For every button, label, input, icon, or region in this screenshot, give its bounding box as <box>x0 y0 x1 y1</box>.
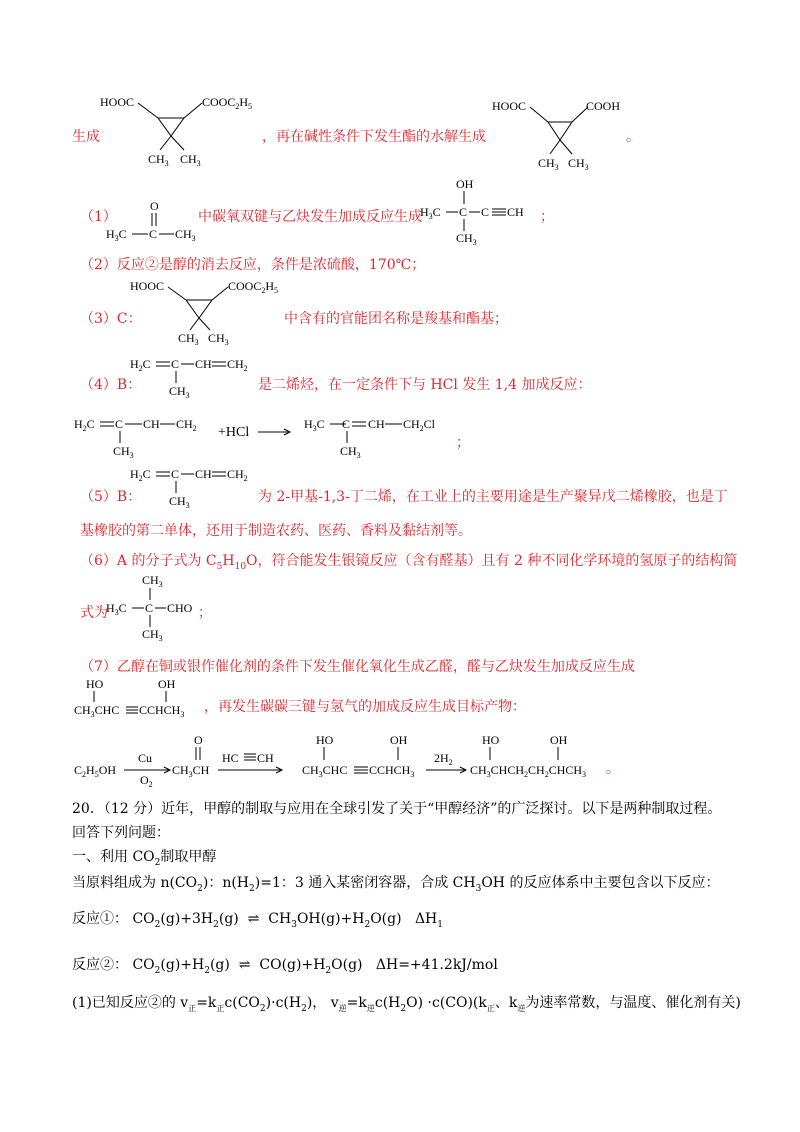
route-oh: OH <box>390 733 408 747</box>
diene-ch2: $CH_2$ <box>227 357 248 373</box>
route-end: 。 <box>606 761 620 777</box>
ans4-text: 是二烯烃，在一定条件下与 HCl 发生 1,4 加成反应： <box>258 377 592 393</box>
route-ethanol: $C_2H_5OH$ <box>74 763 117 779</box>
text-hydrolysis: ，再在碱性条件下发生酯的水解生成 <box>262 129 486 145</box>
structure-cyclopropane-diacid <box>490 94 640 174</box>
ans1-end: ； <box>540 209 554 225</box>
piv-bot: $CH_3$ <box>142 627 163 643</box>
acetone-center: C <box>149 227 158 241</box>
ans7-text: （7）乙醇在铜或银作催化剂的条件下发生催化氧化生成乙醛，醛与乙炔发生加成反应生成 <box>80 659 635 675</box>
eq4-p-c2: C <box>342 417 351 431</box>
ans5-text2: 基橡胶的第二单体，还用于制造农药、医药、香料及黏结剂等。 <box>80 523 472 539</box>
structure-acetone <box>104 198 204 244</box>
ans6-text: （6）A 的分子式为 $C_5H_{10}O$，符合能发生银镜反应（含有醛基）且有 2 种不同化学环境的氢原子的结构简 <box>80 553 738 572</box>
structure-hexynediol <box>72 676 212 724</box>
ans1-label: （1） <box>80 209 117 225</box>
route-acetylene: HC <box>222 751 239 765</box>
q20-section: 一、利用 $CO_2$制取甲醇 <box>72 849 217 868</box>
eq4-p-ch2cl: $CH_2Cl$ <box>403 417 436 433</box>
q20-line1: 20．（12 分）近年，甲醇的制取与应用在全球引发了关于“甲醇经济”的广泛探讨。以下是两种制取过程。 <box>72 801 722 817</box>
equilibrium-arrow-1: ⇌ <box>247 911 260 927</box>
b2-ch: CH <box>195 467 212 481</box>
c-right: $COOC_2H_5$ <box>228 279 279 295</box>
structure-methylbutynol <box>418 176 548 246</box>
alkynol-me: $CH_3$ <box>456 231 477 246</box>
piv-left: $H_3C$ <box>106 601 127 617</box>
ans3-label: （3）C： <box>80 311 142 327</box>
q20-reaction2: 反应②： $CO_2(g)+H_2(g)$ ⇌ $CO(g)+H_2O(g)$ ΔH=+41.2kJ/mol <box>72 957 498 976</box>
ans6-text2: 式为 <box>80 605 108 621</box>
ans2-text: （2）反应②是醇的消去反应，条件是浓硫酸，170℃； <box>80 257 426 273</box>
synthesis-route <box>72 730 672 788</box>
q20-condition: 当原料组成为 $n(CO_2)$：$n(H_2)=1$：3 通入某密闭容器，合成 $CH_3OH$ 的反应体系中主要包含以下反应： <box>72 875 720 894</box>
route-acetaldehyde: $CH_3CH$ <box>172 763 210 779</box>
diene-me: $CH_3$ <box>169 384 190 400</box>
structure-cyclopropane-diester <box>98 90 278 170</box>
structure-isoprene-b <box>128 352 258 400</box>
equilibrium-arrow-2: ⇌ <box>238 957 251 973</box>
q20-line2: 回答下列问题： <box>72 825 170 841</box>
yne-chain: $CH_3CHC$ <box>74 703 120 719</box>
piv-cho: CHO <box>167 601 193 615</box>
text-shengcheng: 生成 <box>72 129 100 145</box>
b2-h2c: $H_2C$ <box>130 467 151 483</box>
ans6-end: ； <box>198 605 212 621</box>
route-ald-o: O <box>194 733 203 747</box>
text-period: 。 <box>626 129 640 145</box>
acetone-left: $H_3C$ <box>106 227 127 243</box>
acetone-right: $CH_3$ <box>175 227 196 243</box>
diester-me2: $CH_3$ <box>180 152 201 168</box>
diacid-left: HOOC <box>492 99 527 113</box>
alkynol-oh: OH <box>456 177 474 191</box>
yne-oh1: HO <box>86 677 104 691</box>
eq4-p-ch: CH <box>368 417 385 431</box>
equation-hcl-addition <box>72 412 472 462</box>
route-ho: HO <box>316 733 334 747</box>
q20-reaction1: 反应①： $CO_2(g)+3H_2(g)$ ⇌ $CH_3OH(g)+H_2O(g)$ $\Delta H_1$ <box>72 911 443 930</box>
diene-h2c: $H_2C$ <box>130 357 151 373</box>
route-acetylene-b: CH <box>257 751 274 765</box>
yne-chain2: $CCHCH_3$ <box>139 703 185 719</box>
route-intermediate: $CH_3CHC$ <box>302 763 348 779</box>
diester-right: $COOC_2H_5$ <box>202 95 253 111</box>
b2-c2: C <box>171 467 180 481</box>
route-h2: $2H_2$ <box>434 751 453 767</box>
acetone-o: O <box>150 199 159 213</box>
diacid-right: COOH <box>586 99 621 113</box>
eq4-diene-ch: CH <box>143 417 160 431</box>
c-left: HOOC <box>130 279 165 293</box>
eq4-diene-ch2: $CH_2$ <box>176 417 197 433</box>
diacid-me1: $CH_3$ <box>538 156 559 172</box>
diene-c2: C <box>171 357 180 371</box>
eq4-p-me: $CH_3$ <box>340 444 361 460</box>
structure-isoprene-b2 <box>128 462 258 510</box>
c-me2: $CH_3$ <box>208 331 229 346</box>
eq4-diene-me: $CH_3$ <box>113 444 134 460</box>
route-ho2: HO <box>482 733 500 747</box>
route-o2: $O_2$ <box>140 773 153 788</box>
b2-me: $CH_3$ <box>169 494 190 510</box>
ans5-text: 为 2-甲基-1,3-丁二烯，在工业上的主要用途是生产聚异戊二烯橡胶，也是丁 <box>258 489 728 505</box>
diester-me1: $CH_3$ <box>148 152 169 168</box>
yne-oh2: OH <box>158 677 176 691</box>
alkynol-ch: CH <box>507 205 524 219</box>
diester-left: HOOC <box>100 95 135 109</box>
ans1-text: 中碳氧双键与乙炔发生加成反应生成 <box>198 209 422 225</box>
ans5-label: （5）B： <box>80 489 142 505</box>
route-intermediate-b: $CCHCH_3$ <box>369 763 415 779</box>
route-product: $CH_3CHCH_2CH_2CHCH_3$ <box>470 763 587 779</box>
route-cu: Cu <box>138 751 153 765</box>
eq4-diene-c2: C <box>115 417 124 431</box>
q20-part1: (1)已知反应②的 $v_正=k_正c(CO_2)\cdot c(H_2)$， $v_逆=k_逆c(H_2O) \cdot c(CO)(k_正$、$k_逆$为速率常数，与温度、催化剂有关) <box>72 995 741 1014</box>
structure-compound-c <box>128 276 288 346</box>
ans3-text: 中含有的官能团名称是羧基和酯基； <box>284 311 508 327</box>
eq4-p-left: $H_3C$ <box>304 417 325 433</box>
ans4-label: （4）B： <box>80 377 142 393</box>
diacid-me2: $CH_3$ <box>568 156 589 172</box>
diene-ch: CH <box>195 357 212 371</box>
alkynol-left: $H_3C$ <box>420 205 441 221</box>
alkynol-c2: C <box>481 205 490 219</box>
alkynol-c: C <box>459 205 468 219</box>
piv-top: $CH_3$ <box>142 573 163 589</box>
b2-ch2: $CH_2$ <box>227 467 248 483</box>
eq4-end: ； <box>456 435 470 451</box>
eq4-hcl: +HCl <box>218 425 250 440</box>
eq4-diene-h2c: $H_2C$ <box>74 417 95 433</box>
c-me1: $CH_3$ <box>178 331 199 346</box>
ans7-text2: ，再发生碳碳三键与氢气的加成反应生成目标产物： <box>204 699 526 715</box>
piv-c: C <box>145 601 154 615</box>
route-oh3: OH <box>550 733 568 747</box>
